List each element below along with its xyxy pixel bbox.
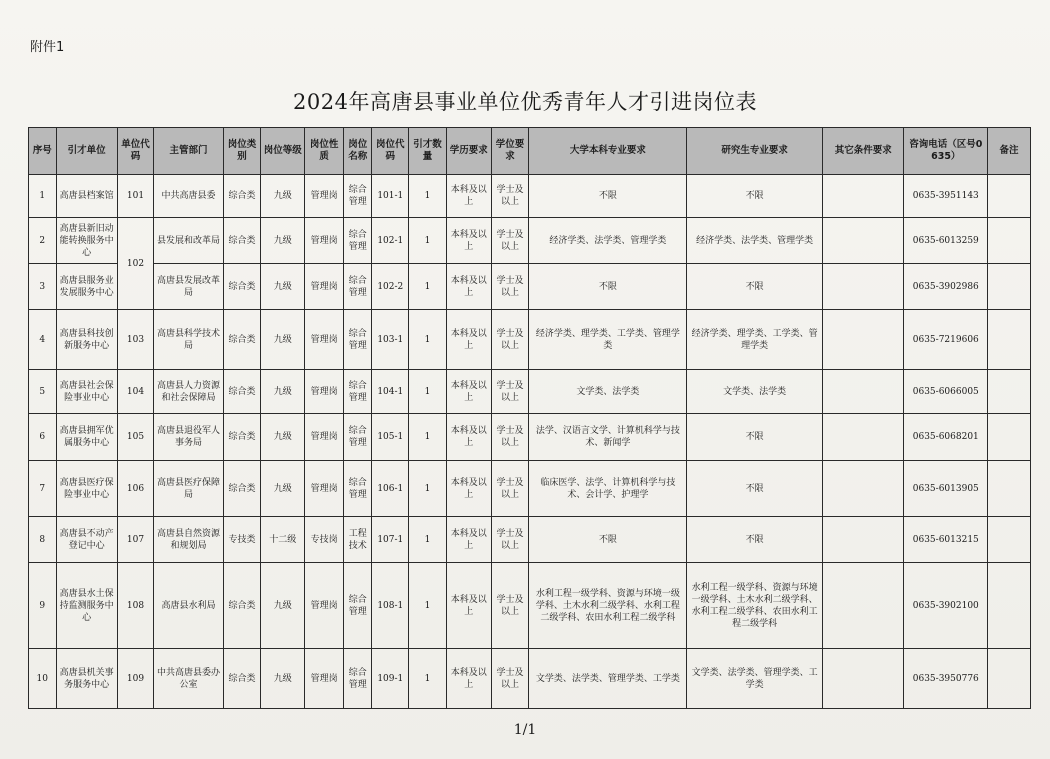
- cell-code: 106: [117, 461, 154, 517]
- cell-dept: 中共高唐县委: [154, 175, 223, 218]
- cell-note: [988, 563, 1031, 649]
- cell-education: 本科及以上: [446, 218, 491, 264]
- cell-post-code: 107-1: [372, 517, 409, 563]
- cell-code: 101: [117, 175, 154, 218]
- page-number: 1/1: [513, 722, 537, 738]
- header-cell: 学位要求: [491, 128, 529, 175]
- cell-unit: 高唐县医疗保险事业中心: [56, 461, 117, 517]
- cell-grad-major: 不限: [687, 414, 823, 461]
- cell-level: 十二级: [261, 517, 305, 563]
- cell-no: 6: [29, 414, 57, 461]
- header-cell: 岗位名称: [343, 128, 372, 175]
- cell-nature: 管理岗: [305, 264, 344, 310]
- header-cell: 岗位等级: [261, 128, 305, 175]
- cell-other: [822, 175, 904, 218]
- cell-phone: 0635-3951143: [904, 175, 988, 218]
- table-row: [29, 175, 1031, 218]
- cell-grad-major: 不限: [687, 264, 823, 310]
- cell-nature: 管理岗: [305, 563, 344, 649]
- cell-education: 本科及以上: [446, 563, 491, 649]
- cell-code: 103: [117, 310, 154, 370]
- cell-post-code: 103-1: [372, 310, 409, 370]
- cell-dept: 县发展和改革局: [154, 218, 223, 264]
- cell-no: 7: [29, 461, 57, 517]
- cell-other: [822, 563, 904, 649]
- cell-degree: 学士及以上: [491, 649, 529, 709]
- cell-note: [988, 218, 1031, 264]
- cell-count: 1: [409, 414, 447, 461]
- table-row: [29, 517, 1031, 563]
- cell-undergrad-major: 临床医学、法学、计算机科学与技术、会计学、护理学: [529, 461, 687, 517]
- table-row: [29, 461, 1031, 517]
- cell-undergrad-major: 文学类、法学类: [529, 370, 687, 414]
- cell-grad-major: 不限: [687, 517, 823, 563]
- cell-nature: 管理岗: [305, 310, 344, 370]
- document-title: 2024年高唐县事业单位优秀青年人才引进岗位表: [293, 90, 757, 114]
- cell-unit: 高唐县社会保险事业中心: [56, 370, 117, 414]
- cell-nature: 管理岗: [305, 218, 344, 264]
- header-cell: 主管部门: [154, 128, 223, 175]
- cell-grad-major: 文学类、法学类: [687, 370, 823, 414]
- cell-level: 九级: [261, 218, 305, 264]
- cell-nature: 管理岗: [305, 461, 344, 517]
- cell-phone: 0635-6013259: [904, 218, 988, 264]
- cell-education: 本科及以上: [446, 310, 491, 370]
- cell-no: 4: [29, 310, 57, 370]
- cell-phone: 0635-6066005: [904, 370, 988, 414]
- header-cell: 序号: [29, 128, 57, 175]
- attachment-label: 附件1: [30, 40, 65, 55]
- cell-dept: 高唐县退役军人事务局: [154, 414, 223, 461]
- cell-other: [822, 218, 904, 264]
- cell-level: 九级: [261, 563, 305, 649]
- cell-undergrad-major: 法学、汉语言文学、计算机科学与技术、新闻学: [529, 414, 687, 461]
- positions-table: [28, 127, 1031, 709]
- cell-post-name: 综合管理: [343, 461, 372, 517]
- cell-grad-major: 经济学类、理学类、工学类、管理学类: [687, 310, 823, 370]
- cell-degree: 学士及以上: [491, 370, 529, 414]
- cell-count: 1: [409, 264, 447, 310]
- cell-degree: 学士及以上: [491, 517, 529, 563]
- cell-other: [822, 649, 904, 709]
- cell-level: 九级: [261, 414, 305, 461]
- cell-dept: 高唐县水利局: [154, 563, 223, 649]
- cell-note: [988, 370, 1031, 414]
- header-cell: 其它条件要求: [822, 128, 904, 175]
- cell-count: 1: [409, 517, 447, 563]
- cell-other: [822, 461, 904, 517]
- cell-unit: 高唐县机关事务服务中心: [56, 649, 117, 709]
- cell-level: 九级: [261, 370, 305, 414]
- cell-education: 本科及以上: [446, 461, 491, 517]
- cell-count: 1: [409, 218, 447, 264]
- cell-nature: 管理岗: [305, 414, 344, 461]
- cell-other: [822, 370, 904, 414]
- cell-note: [988, 414, 1031, 461]
- table-row: [29, 649, 1031, 709]
- cell-category: 综合类: [223, 414, 261, 461]
- table-row: [29, 563, 1031, 649]
- cell-phone: 0635-6013215: [904, 517, 988, 563]
- cell-category: 综合类: [223, 310, 261, 370]
- cell-code: 107: [117, 517, 154, 563]
- cell-phone: 0635-3902100: [904, 563, 988, 649]
- cell-degree: 学士及以上: [491, 310, 529, 370]
- cell-post-name: 工程技术: [343, 517, 372, 563]
- cell-note: [988, 175, 1031, 218]
- cell-code: 102: [117, 218, 154, 310]
- cell-phone: 0635-6068201: [904, 414, 988, 461]
- cell-post-code: 106-1: [372, 461, 409, 517]
- cell-undergrad-major: 文学类、法学类、管理学类、工学类: [529, 649, 687, 709]
- header-cell: 岗位类别: [223, 128, 261, 175]
- cell-post-name: 综合管理: [343, 370, 372, 414]
- table-row: [29, 310, 1031, 370]
- cell-dept: 中共高唐县委办公室: [154, 649, 223, 709]
- header-cell: 岗位性质: [305, 128, 344, 175]
- cell-education: 本科及以上: [446, 370, 491, 414]
- cell-unit: 高唐县拥军优属服务中心: [56, 414, 117, 461]
- cell-unit: 高唐县水土保持监测服务中心: [56, 563, 117, 649]
- cell-nature: 管理岗: [305, 649, 344, 709]
- cell-category: 综合类: [223, 461, 261, 517]
- cell-grad-major: 不限: [687, 461, 823, 517]
- cell-note: [988, 517, 1031, 563]
- cell-degree: 学士及以上: [491, 461, 529, 517]
- cell-grad-major: 水利工程一级学科、资源与环境一级学科、土木水利二级学科、水利工程二级学科、农田水利工程二级学科: [687, 563, 823, 649]
- cell-education: 本科及以上: [446, 414, 491, 461]
- cell-post-code: 104-1: [372, 370, 409, 414]
- cell-nature: 管理岗: [305, 175, 344, 218]
- cell-level: 九级: [261, 649, 305, 709]
- table-row: [29, 218, 1031, 264]
- cell-undergrad-major: 不限: [529, 517, 687, 563]
- cell-category: 综合类: [223, 370, 261, 414]
- cell-post-name: 综合管理: [343, 414, 372, 461]
- cell-count: 1: [409, 175, 447, 218]
- header-cell: 咨询电话（区号0635）: [904, 128, 988, 175]
- cell-unit: 高唐县档案馆: [56, 175, 117, 218]
- cell-post-code: 108-1: [372, 563, 409, 649]
- cell-education: 本科及以上: [446, 649, 491, 709]
- cell-post-code: 105-1: [372, 414, 409, 461]
- cell-count: 1: [409, 563, 447, 649]
- cell-grad-major: 经济学类、法学类、管理学类: [687, 218, 823, 264]
- cell-education: 本科及以上: [446, 175, 491, 218]
- table-row: [29, 414, 1031, 461]
- cell-count: 1: [409, 649, 447, 709]
- cell-category: 综合类: [223, 649, 261, 709]
- header-cell: 引才单位: [56, 128, 117, 175]
- cell-category: 综合类: [223, 563, 261, 649]
- cell-no: 5: [29, 370, 57, 414]
- cell-nature: 管理岗: [305, 370, 344, 414]
- cell-post-name: 综合管理: [343, 264, 372, 310]
- cell-code: 104: [117, 370, 154, 414]
- cell-unit: 高唐县新旧动能转换服务中心: [56, 218, 117, 264]
- cell-undergrad-major: 水利工程一级学科、资源与环境一级学科、土木水利二级学科、水利工程二级学科、农田水利工程二级学科: [529, 563, 687, 649]
- cell-post-code: 109-1: [372, 649, 409, 709]
- cell-category: 综合类: [223, 264, 261, 310]
- cell-note: [988, 461, 1031, 517]
- header-cell: 备注: [988, 128, 1031, 175]
- header-cell: 岗位代码: [372, 128, 409, 175]
- cell-degree: 学士及以上: [491, 175, 529, 218]
- header-cell: 研究生专业要求: [687, 128, 823, 175]
- cell-other: [822, 310, 904, 370]
- cell-post-name: 综合管理: [343, 649, 372, 709]
- cell-level: 九级: [261, 310, 305, 370]
- cell-undergrad-major: 不限: [529, 175, 687, 218]
- cell-unit: 高唐县科技创新服务中心: [56, 310, 117, 370]
- cell-code: 108: [117, 563, 154, 649]
- cell-unit: 高唐县不动产登记中心: [56, 517, 117, 563]
- cell-count: 1: [409, 370, 447, 414]
- cell-category: 综合类: [223, 175, 261, 218]
- cell-grad-major: 不限: [687, 175, 823, 218]
- cell-post-code: 101-1: [372, 175, 409, 218]
- cell-dept: 高唐县科学技术局: [154, 310, 223, 370]
- cell-phone: 0635-3902986: [904, 264, 988, 310]
- cell-count: 1: [409, 461, 447, 517]
- cell-no: 10: [29, 649, 57, 709]
- table-header-row: [29, 128, 1031, 175]
- cell-nature: 专技岗: [305, 517, 344, 563]
- cell-category: 综合类: [223, 218, 261, 264]
- cell-post-name: 综合管理: [343, 563, 372, 649]
- cell-degree: 学士及以上: [491, 264, 529, 310]
- header-cell: 单位代码: [117, 128, 154, 175]
- cell-level: 九级: [261, 175, 305, 218]
- cell-degree: 学士及以上: [491, 563, 529, 649]
- cell-phone: 0635-7219606: [904, 310, 988, 370]
- cell-education: 本科及以上: [446, 264, 491, 310]
- cell-note: [988, 264, 1031, 310]
- cell-dept: 高唐县人力资源和社会保障局: [154, 370, 223, 414]
- cell-undergrad-major: 经济学类、理学类、工学类、管理学类: [529, 310, 687, 370]
- cell-other: [822, 264, 904, 310]
- cell-undergrad-major: 不限: [529, 264, 687, 310]
- cell-code: 105: [117, 414, 154, 461]
- cell-unit: 高唐县服务业发展服务中心: [56, 264, 117, 310]
- cell-other: [822, 517, 904, 563]
- header-cell: 大学本科专业要求: [529, 128, 687, 175]
- cell-note: [988, 649, 1031, 709]
- table-row: [29, 370, 1031, 414]
- cell-dept: 高唐县发展改革局: [154, 264, 223, 310]
- cell-post-name: 综合管理: [343, 310, 372, 370]
- cell-no: 8: [29, 517, 57, 563]
- cell-note: [988, 310, 1031, 370]
- cell-post-code: 102-2: [372, 264, 409, 310]
- table-row: [29, 264, 1031, 310]
- cell-post-code: 102-1: [372, 218, 409, 264]
- cell-category: 专技类: [223, 517, 261, 563]
- cell-undergrad-major: 经济学类、法学类、管理学类: [529, 218, 687, 264]
- cell-dept: 高唐县自然资源和规划局: [154, 517, 223, 563]
- cell-post-name: 综合管理: [343, 218, 372, 264]
- cell-no: 3: [29, 264, 57, 310]
- cell-dept: 高唐县医疗保障局: [154, 461, 223, 517]
- cell-no: 1: [29, 175, 57, 218]
- cell-education: 本科及以上: [446, 517, 491, 563]
- cell-phone: 0635-6013905: [904, 461, 988, 517]
- cell-no: 9: [29, 563, 57, 649]
- cell-degree: 学士及以上: [491, 218, 529, 264]
- header-cell: 引才数量: [409, 128, 447, 175]
- cell-level: 九级: [261, 264, 305, 310]
- cell-grad-major: 文学类、法学类、管理学类、工学类: [687, 649, 823, 709]
- header-cell: 学历要求: [446, 128, 491, 175]
- cell-code: 109: [117, 649, 154, 709]
- cell-level: 九级: [261, 461, 305, 517]
- cell-count: 1: [409, 310, 447, 370]
- cell-no: 2: [29, 218, 57, 264]
- cell-phone: 0635-3950776: [904, 649, 988, 709]
- cell-post-name: 综合管理: [343, 175, 372, 218]
- cell-other: [822, 414, 904, 461]
- cell-degree: 学士及以上: [491, 414, 529, 461]
